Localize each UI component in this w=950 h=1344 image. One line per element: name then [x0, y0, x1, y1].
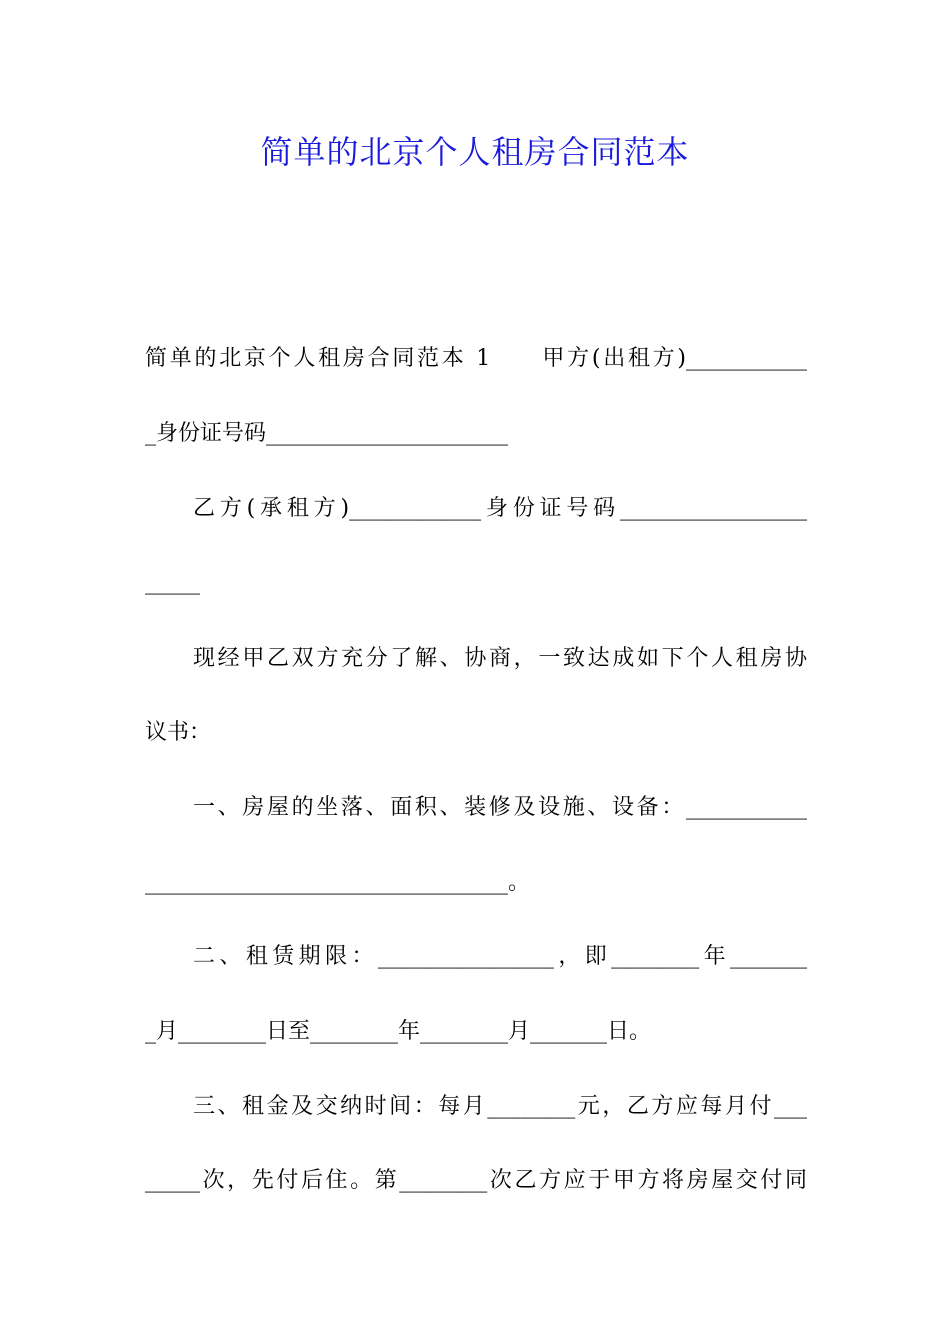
- contract-line-2: _身份证号码______________________: [145, 421, 509, 446]
- contract-line-7: 一、房屋的坐落、面积、装修及设施、设备：___________: [193, 795, 807, 820]
- contract-line-3: 乙方(承租方)____________身份证号码_________________: [193, 496, 807, 521]
- contract-line-12: _____次，先付后住。第________次乙方应于甲方将房屋交付同: [145, 1168, 807, 1193]
- contract-line-6: 议书：: [145, 720, 212, 745]
- contract-line-10: _月________日至________年________月_______日。: [145, 1019, 652, 1044]
- contract-line-1: 简单的北京个人租房合同范本 1 甲方(出租方)___________: [145, 346, 807, 371]
- document-title: 简单的北京个人租房合同范本: [260, 133, 690, 171]
- contract-line-11: 三、租金及交纳时间：每月________元，乙方应每月付___: [193, 1094, 807, 1119]
- contract-line-8: _________________________________。: [145, 870, 531, 895]
- contract-line-4: _____: [145, 570, 200, 595]
- contract-line-5: 现经甲乙双方充分了解、协商，一致达成如下个人租房协: [193, 646, 807, 671]
- contract-line-9: 二、租赁期限：________________，即________年_______: [193, 944, 807, 969]
